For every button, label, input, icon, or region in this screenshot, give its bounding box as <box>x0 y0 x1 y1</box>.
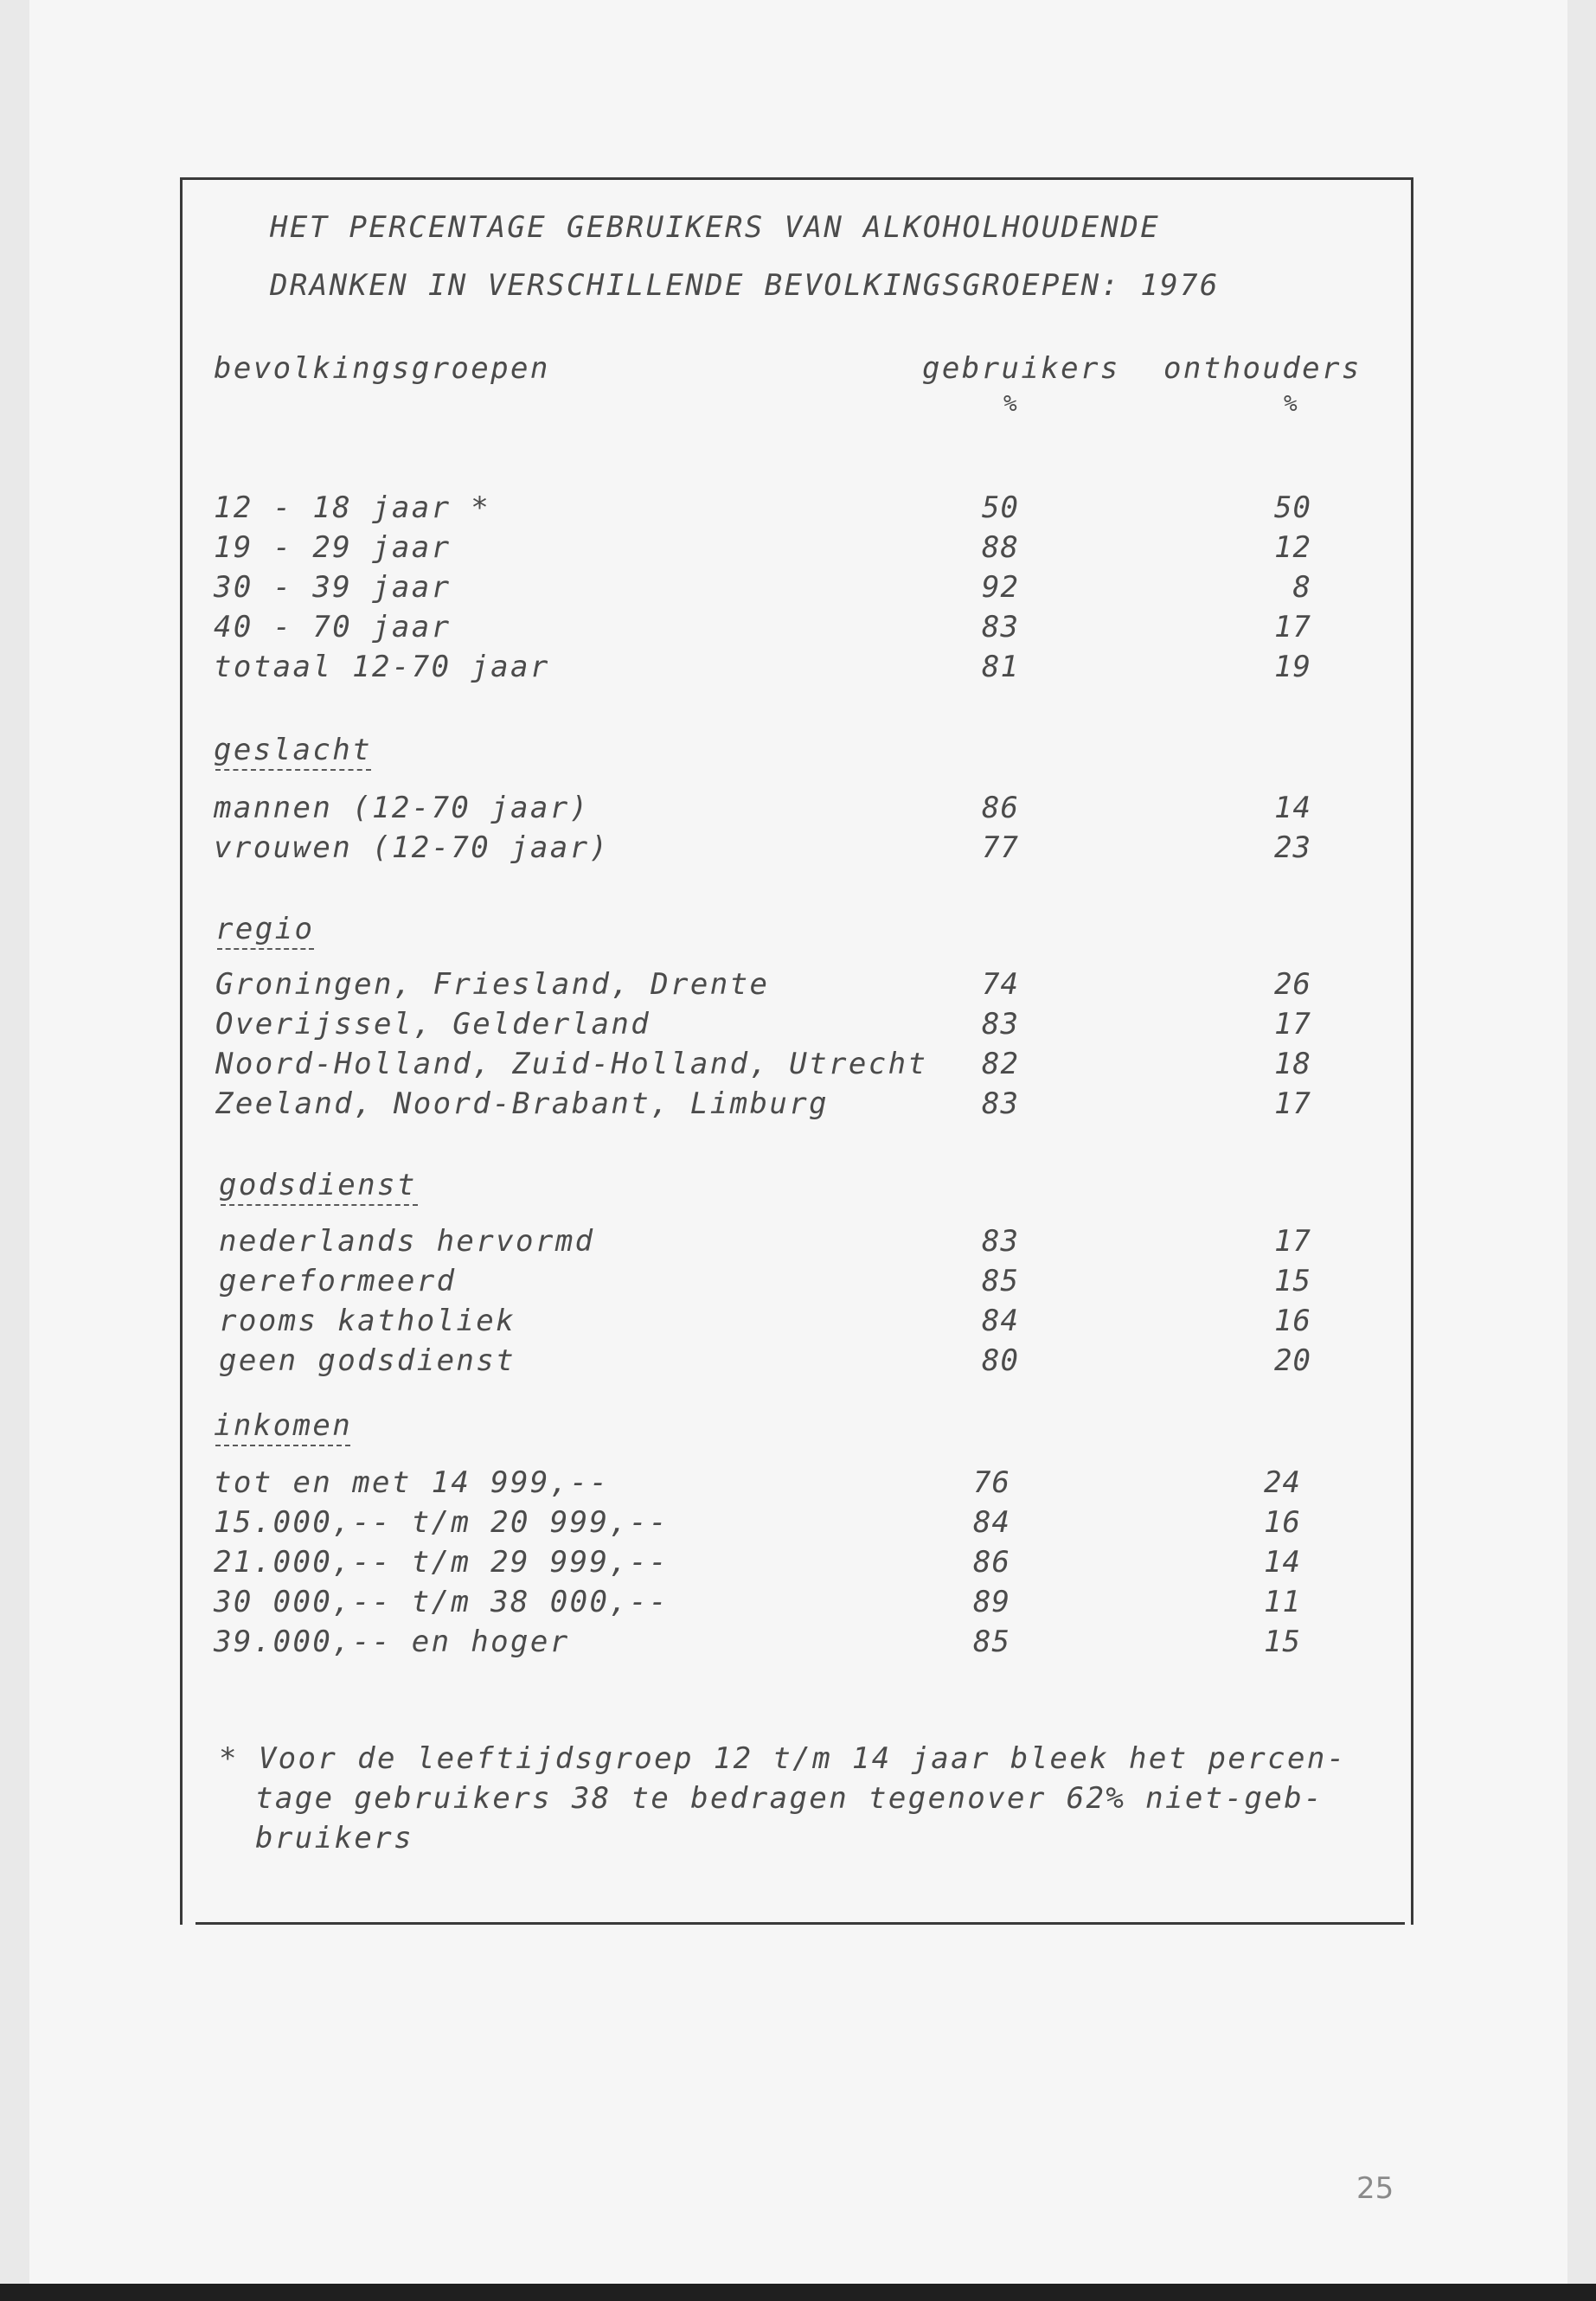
row-label: Groningen, Friesland, Drente <box>215 967 770 1002</box>
row-users: 74 <box>982 967 1019 1002</box>
row-abstainers: 24 <box>1264 1465 1301 1500</box>
row-users: 83 <box>982 1224 1019 1259</box>
footnote-line-3: bruikers <box>255 1821 413 1856</box>
footnote-line-1: * Voor de leeftijdsgroep 12 t/m 14 jaar bleek het percen- <box>219 1741 1347 1776</box>
row-label: Overijssel, Gelderland <box>215 1007 651 1042</box>
row-label: 21.000,-- t/m 29 999,-- <box>214 1545 670 1580</box>
row-abstainers: 20 <box>1274 1343 1311 1378</box>
row-abstainers: 17 <box>1274 610 1311 644</box>
row-users: 82 <box>982 1047 1019 1081</box>
row-label: Noord-Holland, Zuid-Holland, Utrecht <box>215 1047 928 1081</box>
row-users: 81 <box>982 650 1019 684</box>
header-groups: bevolkingsgroepen <box>214 351 550 386</box>
row-abstainers: 16 <box>1264 1505 1301 1540</box>
section-heading-income: inkomen <box>214 1408 353 1443</box>
heading-underline <box>217 948 314 950</box>
row-abstainers: 17 <box>1274 1086 1311 1121</box>
page-number: 25 <box>1356 2171 1394 2206</box>
row-users: 50 <box>982 490 1019 525</box>
row-users: 86 <box>982 791 1019 825</box>
row-label: 30 000,-- t/m 38 000,-- <box>214 1585 670 1619</box>
scan-edge <box>0 2284 1596 2301</box>
row-users: 89 <box>973 1585 1010 1619</box>
table-title-line-1: HET PERCENTAGE GEBRUIKERS VAN ALKOHOLHOUDENDE <box>270 210 1161 245</box>
row-users: 83 <box>982 1086 1019 1121</box>
row-abstainers: 15 <box>1264 1625 1301 1659</box>
row-abstainers: 14 <box>1264 1545 1301 1580</box>
header-abstainers-unit: % <box>1284 391 1300 417</box>
row-users: 83 <box>982 1007 1019 1042</box>
row-abstainers: 8 <box>1292 570 1311 605</box>
row-abstainers: 14 <box>1274 791 1311 825</box>
row-label: mannen (12-70 jaar) <box>214 791 590 825</box>
row-users: 84 <box>973 1505 1010 1540</box>
row-users: 85 <box>973 1625 1010 1659</box>
row-users: 88 <box>982 530 1019 565</box>
row-abstainers: 18 <box>1274 1047 1311 1081</box>
row-label: geen godsdienst <box>219 1343 516 1378</box>
section-heading-region: regio <box>215 912 315 946</box>
row-label: 15.000,-- t/m 20 999,-- <box>214 1505 670 1540</box>
row-label: tot en met 14 999,-- <box>214 1465 610 1500</box>
row-label: 40 - 70 jaar <box>214 610 452 644</box>
footnote-line-2: tage gebruikers 38 te bedragen tegenover 62% niet-geb- <box>255 1781 1324 1816</box>
row-users: 86 <box>973 1545 1010 1580</box>
row-label: 39.000,-- en hoger <box>214 1625 570 1659</box>
row-abstainers: 15 <box>1274 1264 1311 1298</box>
row-label: 30 - 39 jaar <box>214 570 452 605</box>
header-users-unit: % <box>1003 391 1020 417</box>
section-heading-sex: geslacht <box>214 733 372 767</box>
row-abstainers: 11 <box>1264 1585 1301 1619</box>
row-users: 85 <box>982 1264 1019 1298</box>
row-abstainers: 17 <box>1274 1007 1311 1042</box>
frame-bottom-rule <box>195 1922 1405 1925</box>
frame-top-rule <box>180 177 1413 180</box>
row-abstainers: 16 <box>1274 1304 1311 1338</box>
row-abstainers: 17 <box>1274 1224 1311 1259</box>
row-users: 80 <box>982 1343 1019 1378</box>
row-abstainers: 23 <box>1274 830 1311 865</box>
row-label: totaal 12-70 jaar <box>214 650 550 684</box>
row-abstainers: 19 <box>1274 650 1311 684</box>
row-abstainers: 12 <box>1274 530 1311 565</box>
heading-underline <box>215 769 371 771</box>
row-abstainers: 26 <box>1274 967 1311 1002</box>
heading-underline <box>221 1204 418 1206</box>
row-label: 12 - 18 jaar * <box>214 490 491 525</box>
heading-underline <box>215 1445 350 1446</box>
header-abstainers: onthouders <box>1163 351 1362 386</box>
row-label: vrouwen (12-70 jaar) <box>214 830 610 865</box>
row-users: 92 <box>982 570 1019 605</box>
header-users: gebruikers <box>922 351 1120 386</box>
row-label: rooms katholiek <box>219 1304 516 1338</box>
row-abstainers: 50 <box>1274 490 1311 525</box>
row-label: Zeeland, Noord-Brabant, Limburg <box>215 1086 829 1121</box>
section-heading-religion: godsdienst <box>219 1168 417 1202</box>
table-title-line-2: DRANKEN IN VERSCHILLENDE BEVOLKINGSGROEPEN: 1976 <box>270 268 1220 303</box>
row-label: gereformeerd <box>219 1264 457 1298</box>
row-users: 84 <box>982 1304 1019 1338</box>
row-users: 76 <box>973 1465 1010 1500</box>
row-label: 19 - 29 jaar <box>214 530 452 565</box>
row-users: 77 <box>982 830 1019 865</box>
row-label: nederlands hervormd <box>219 1224 595 1259</box>
row-users: 83 <box>982 610 1019 644</box>
